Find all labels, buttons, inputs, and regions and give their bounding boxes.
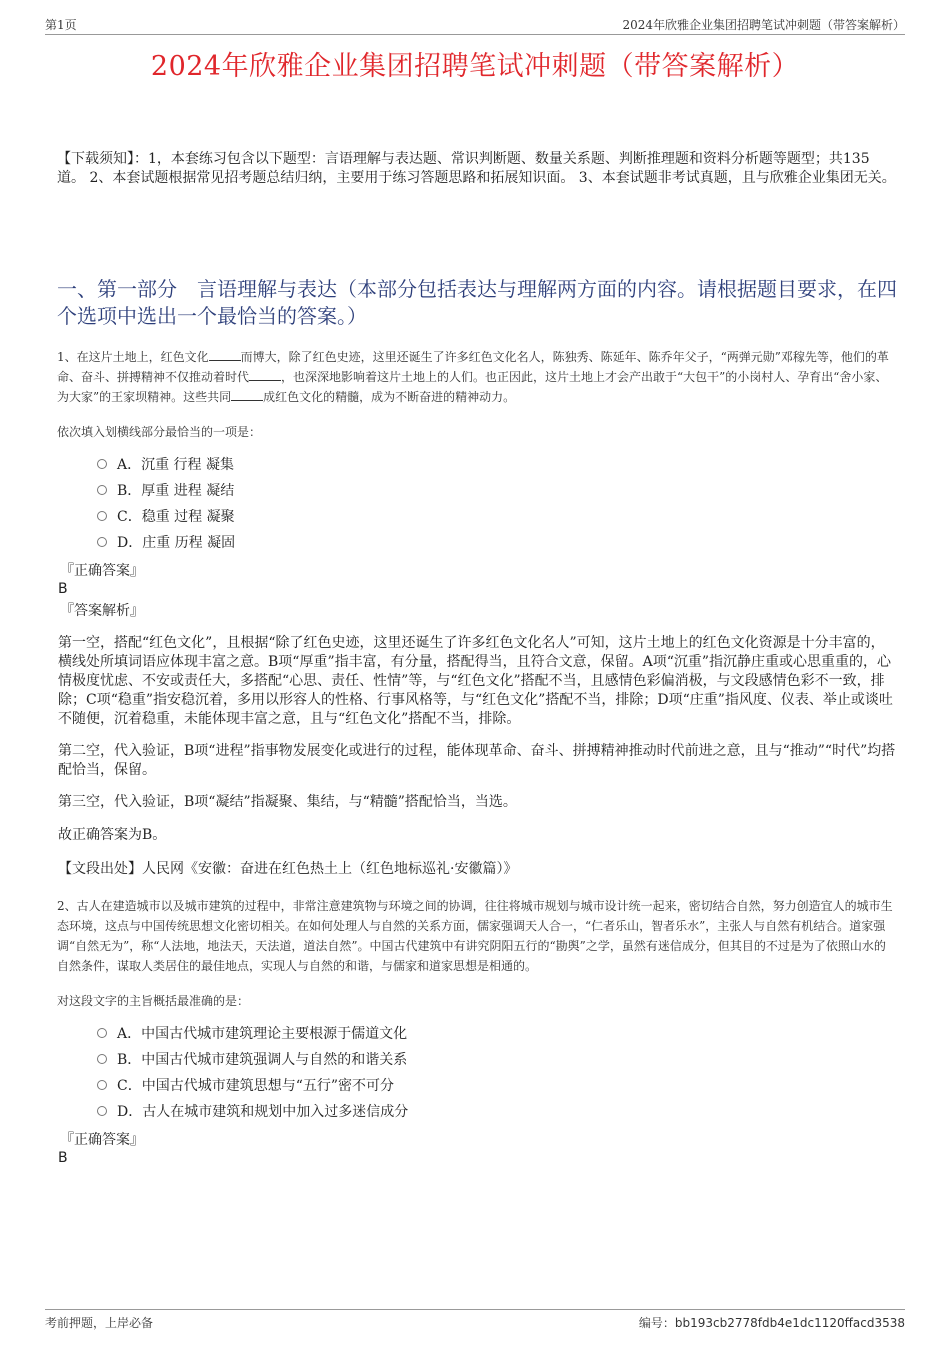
- question-2-stem: 2、古人在建造城市以及城市建筑的过程中，非常注意建筑物与环境之间的协调，往往将城市规划与城市设计统一起来，密切结合自然，努力创造宜人的城市生态环境，这点与中国传统思想文化密切相关。在如何处理人与自然的关系方面，儒家强调天人合一，“仁者乐山，智者乐水”，主张人与自然有机结合。道家强调“自然无为”，称“人法地，地法天，天法道，道法自然”。中国古代建筑中有讲究阴阳五行的“勘舆”之学，虽然有迷信成分，但其目的不过是为了依照山水的自然条件，谋取人类居住的最佳地点，实现人与自然的和谐，与儒家和道家思想是相通的。: [57, 899, 893, 973]
- option-label: C．稳重 过程 凝聚: [117, 509, 235, 525]
- radio-icon[interactable]: [97, 459, 107, 469]
- radio-icon[interactable]: [97, 511, 107, 521]
- source-citation: 【文段出处】人民网《安徽：奋进在红色热土上（红色地标巡礼·安徽篇）》: [58, 861, 518, 877]
- answer-label: 『正确答案』: [60, 1132, 144, 1148]
- question-1-stem: [57, 347, 897, 407]
- question-2-options: [97, 1021, 877, 1125]
- question-1-prompt: 依次填入划横线部分最恰当的一项是：: [57, 425, 262, 439]
- question-2-prompt: 对这段文字的主旨概括最准确的是：: [57, 994, 250, 1008]
- radio-icon[interactable]: [97, 485, 107, 495]
- analysis-paragraph: 第三空，代入验证，B项“凝结”指凝聚、集结，与“精髓”搭配恰当，当选。: [58, 794, 517, 810]
- fill-blank: [231, 388, 263, 401]
- stem-text: 而博大，除了红色史迹，这里还诞生了许多红色文化名人，陈独秀、陈延年、陈乔年父子，“两弹元勋”邓稼先等，他们的革命、奋斗、拼搏精神不仅推动着时代: [57, 350, 889, 384]
- option-c[interactable]: [97, 504, 877, 530]
- analysis-label: 『答案解析』: [60, 603, 144, 619]
- option-label: D．古人在城市建筑和规划中加入过多迷信成分: [117, 1104, 409, 1120]
- code-label: 编号：: [638, 1316, 675, 1330]
- option-b[interactable]: [97, 478, 877, 504]
- option-label: A．沉重 行程 凝集: [117, 457, 235, 473]
- question-1-options: [97, 452, 877, 556]
- option-c[interactable]: [97, 1073, 877, 1099]
- stem-text: 成红色文化的精髓，成为不断奋进的精神动力。: [263, 390, 516, 404]
- option-a[interactable]: [97, 452, 877, 478]
- fill-blank: [249, 368, 281, 381]
- section-heading: 一、第一部分 言语理解与表达（本部分包括表达与理解两方面的内容。请根据题目要求，在四个选项中选出一个最恰当的答案。）: [57, 277, 897, 328]
- answer-label: 『正确答案』: [60, 563, 144, 579]
- radio-icon[interactable]: [97, 1028, 107, 1038]
- page-footer: [45, 1309, 905, 1330]
- footer-slogan: 考前押题，上岸必备: [45, 1316, 154, 1330]
- option-label: B．厚重 进程 凝结: [117, 483, 235, 499]
- page-number: 第1页: [45, 18, 77, 32]
- stem-text: 1、在这片土地上，红色文化: [57, 350, 209, 364]
- page-title: 2024年欣雅企业集团招聘笔试冲刺题（带答案解析）: [150, 51, 800, 82]
- analysis-paragraph: 第二空，代入验证，B项“进程”指事物发展变化或进行的过程，能体现革命、奋斗、拼搏精神推动时代前进之意，且与“推动”“时代”均搭配恰当，保留。: [58, 743, 896, 778]
- option-b[interactable]: [97, 1047, 877, 1073]
- analysis-conclusion: 故正确答案为B。: [58, 827, 167, 843]
- download-notice: 【下载须知】：1，本套练习包含以下题型：言语理解与表达题、常识判断题、数量关系题、判断推理题和资料分析题等题型；共135道。 2、本套试题根据常见招考题总结归纳，主要用于练习答题思路和拓展知识面。 3、本套试题非考试真题，且与欣雅企业集团无关。: [57, 151, 896, 186]
- option-label: D．庄重 历程 凝固: [117, 535, 236, 551]
- option-a[interactable]: [97, 1021, 877, 1047]
- radio-icon[interactable]: [97, 1106, 107, 1116]
- option-d[interactable]: [97, 530, 877, 556]
- header-doc-name: 2024年欣雅企业集团招聘笔试冲刺题（带答案解析）: [622, 18, 905, 32]
- document-code: [639, 1314, 905, 1331]
- fill-blank: [209, 348, 241, 361]
- analysis-paragraph: 第一空，搭配“红色文化”，且根据“除了红色史迹，这里还诞生了许多红色文化名人”可知，这片土地上的红色文化资源是十分丰富的，横线处所填词语应体现丰富之意。B项“厚重”指丰富，有分量，搭配得当，且符合文意，保留。A项“沉重”指沉静庄重或心思重重的，心情极度忧虑、不安或责任大，多搭配“心思、责任、性情”等，与“红色文化”搭配不当，且感情色彩偏消极，与文段感情色彩不一致，排除；C项“稳重”指安稳沉着，多用以形容人的性格、行事风格等，与“红色文化”搭配不当，排除；D项“庄重”指风度、仪表、举止或谈吐不随便，沉着稳重，未能体现丰富之意，且与“红色文化”搭配不当，排除。: [58, 635, 893, 727]
- radio-icon[interactable]: [97, 1080, 107, 1090]
- code-value: bb193cb2778fdb4e1dc1120ffacd3538: [674, 1316, 905, 1330]
- answer-value: B: [58, 1150, 68, 1166]
- stem-text: ，也深深地影响着这片土地上的人们。也正因此，这片土地上才会产出敢于“大包干”的小岗村人、孕育出“舍小家、为大家”的王家坝精神。这些共同: [57, 370, 888, 404]
- option-label: C．中国古代城市建筑思想与“五行”密不可分: [117, 1078, 395, 1094]
- radio-icon[interactable]: [97, 1054, 107, 1064]
- option-label: B．中国古代城市建筑强调人与自然的和谐关系: [117, 1052, 408, 1068]
- option-label: A．中国古代城市建筑理论主要根源于儒道文化: [117, 1026, 408, 1042]
- answer-value: B: [58, 581, 68, 597]
- page-header: [45, 14, 905, 35]
- radio-icon[interactable]: [97, 537, 107, 547]
- option-d[interactable]: [97, 1099, 877, 1125]
